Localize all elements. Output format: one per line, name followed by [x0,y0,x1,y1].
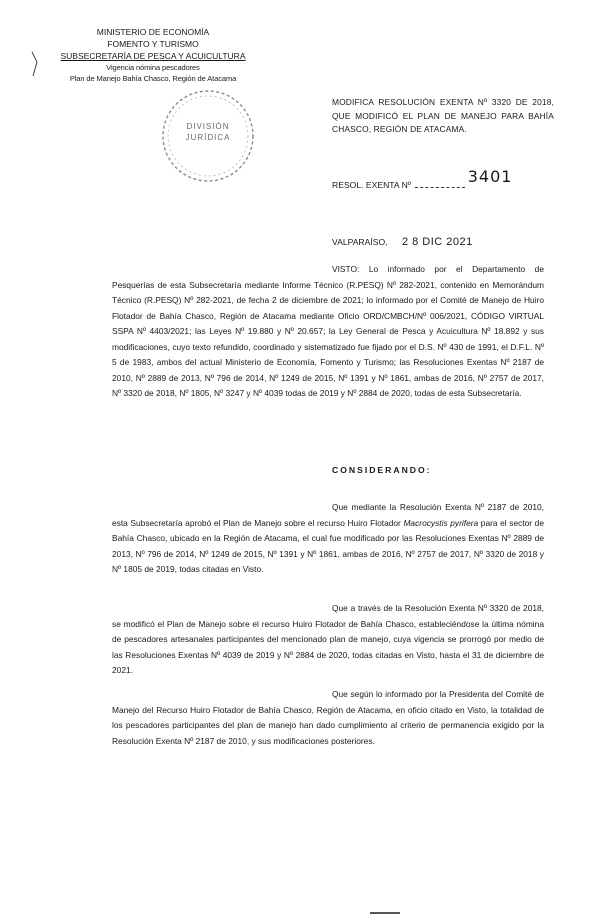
ministry-name-2: FOMENTO Y TURISMO [107,39,199,49]
considerando-paragraph-2: Que a través de la Resolución Exenta Nº 3320 de 2018, se modificó el Plan de Manejo sobre el recurso Huiro Flotador de Bahía Chasco, estableciéndose la última nómina de pescadores artesanales participantes del mencionado plan de manejo, cuya vigencia se prorrogó por medio de las Resoluciones Exentas Nº 4039 de 2019 y Nº 2884 de 2020, todas citadas en Visto, hasta el 31 de diciembre de 2021. [112,603,544,675]
species-name: Macrocystis pyrifera [403,517,479,528]
considerando-paragraph-3: Que según lo informado por la Presidenta del Comité de Manejo del Recurso Huiro Flotador de Bahía Chasco, Región de Atacama, en oficio citado en Visto, la totalidad de los pescadores participantes del plan de manejo han dado cumplimiento al criterio de permanencia exigido por la Resolución Exenta Nº 2187 de 2010, y sus modificaciones posteriores. [112,689,544,746]
place-date-line [332,236,473,248]
resolution-label: RESOL. EXENTA Nº [332,180,411,190]
number-underline [415,187,465,188]
p1-text-a: Que mediante la Resolución Exenta Nº 2187 de 2010, esta Subsecretaría aprobó el Plan de Manejo sobre el recurso Huiro Flotador [112,502,544,528]
reference-line-2: Plan de Manejo Bahía Chasco, Región de Atacama [69,74,237,83]
resolution-number: 3401 [467,167,513,186]
subsecretaria-name: SUBSECRETARÍA DE PESCA Y ACUICULTURA [60,51,246,61]
considerando-paragraph-1 [112,500,544,578]
considerando-heading: CONSIDERANDO: [332,465,432,475]
reference-line-1: Vigencia nómina pescadores [106,63,200,72]
visto-paragraph: VISTO: Lo informado por el Departamento de Pesquerías de esta Subsecretaría mediante Informe Técnico (R.PESQ) Nº 282-2021, contenido en Memorándum Técnico (R.PESQ) Nº 282-2021, de fecha 2 de diciembre de 2021; lo informado por el Comité de Manejo de Huiro Flotador de Bahía Chasco, Región de Atacama mediante Oficio ORD/CMBCH/Nº 006/2021, CÓDIGO VIRTUAL SSPA Nº 4403/2021; las Leyes Nº 19.880 y Nº 20.657; la Ley General de Pesca y Acuicultura Nº 18.892 y sus modificaciones, cuyo texto refundido, coordinado y sistematizado fue fijado por el D.S. Nº 430 de 1991, el D.F.L. Nº 5 de 1983, ambos del actual Ministerio de Economía, Fomento y Turismo; las Resoluciones Exentas Nº 2187 de 2010, Nº 2889 de 2013, Nº 796 de 2014, Nº 1249 de 2015, Nº 1391 y Nº 1861, ambas de 2016, Nº 2757 de 2017, Nº 3320 de 2018, Nº 1805, Nº 3247 y Nº 4039 todas de 2019 y Nº 2884 de 2020, todas de esta Subsecretaría. [112,264,544,398]
ministry-name: MINISTERIO DE ECONOMÍA [96,27,210,37]
stamp-text [176,121,240,143]
resolution-title: MODIFICA RESOLUCIÓN EXENTA Nº 3320 DE 2018, QUE MODIFICÓ EL PLAN DE MANEJO PARA BAHÍA CHASCO, REGIÓN DE ATACAMA. [332,97,554,134]
footer-mark [370,912,400,914]
stamp-line-2: JURÍDICA [185,133,231,142]
margin-mark-icon [30,50,40,78]
city: VALPARAÍSO, [332,237,388,247]
stamp-line-1: DIVISIÓN [186,122,230,131]
date-stamp: 2 8 DIC 2021 [401,236,473,248]
letterhead [48,26,258,84]
resolution-number-line [332,167,513,192]
p1-text-b: para el sector de Bahía Chasco, ubicado en la Región de Atacama, el cual fue modificado por las Resoluciones Exentas Nº 2889 de 2013, Nº 796 de 2014, Nº 1249 de 2015, Nº 1391 y Nº 1861, ambas de 2016, Nº 2757 de 2017, Nº 3320 de 2018 y Nº 1805 de 2019, todas citadas en Visto. [112,517,544,574]
